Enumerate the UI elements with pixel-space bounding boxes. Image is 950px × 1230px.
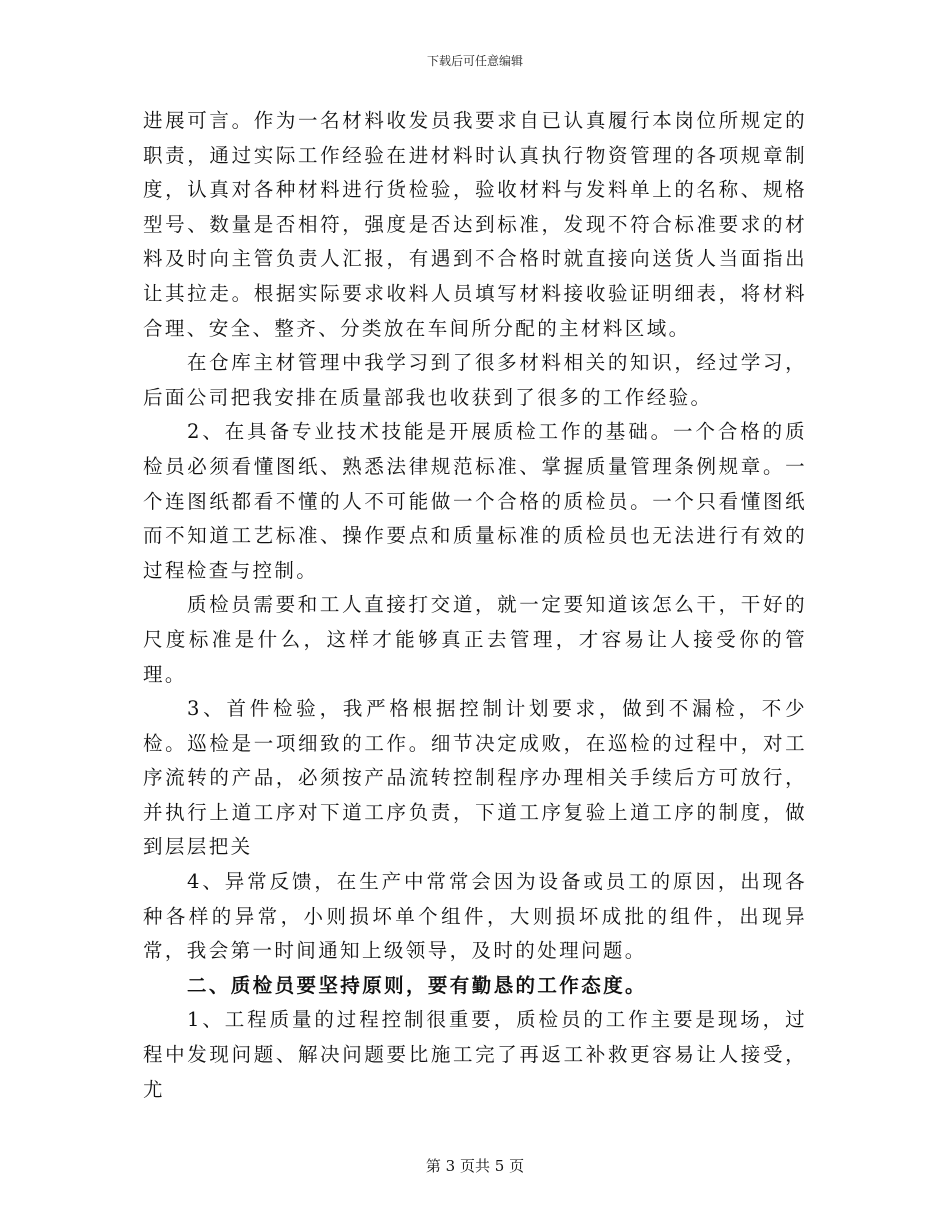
page-header: 下载后可任意编辑 (426, 54, 523, 68)
paragraph-technical-skills: 2、在具备专业技术技能是开展质检工作的基础。一个合格的质检员必须看懂图纸、熟悉法律规范标准、掌握质量管理条例规章。一个连图纸都看不懂的人不可能做一个合格的质检员。一个只看懂图纸而不知道工艺标准、操作要点和质量标准的质检员也无法进行有效的过程检查与控制。 (143, 420, 807, 582)
page-footer: 第 3 页共 5 页 (425, 1157, 525, 1175)
paragraph-warehouse-learning: 在仓库主材管理中我学习到了很多材料相关的知识，经过学习，后面公司把我安排在质量部我也收获到了很多的工作经验。 (143, 351, 807, 409)
paragraph-exception-feedback: 4、异常反馈，在生产中常常会因为设备或员工的原因，出现各种各样的异常，小则损坏单个组件，大则损坏成批的组件，出现异常，我会第一时间通知上级领导，及时的处理问题。 (143, 870, 807, 963)
document-body (143, 104, 807, 1107)
section-heading-principles: 二、质检员要坚持原则，要有勤恳的工作态度。 (187, 973, 647, 997)
paragraph-process-control: 1、工程质量的过程控制很重要，质检员的工作主要是现场，过程中发现问题、解决问题要比施工完了再返工补救更容易让人接受，尤 (143, 1008, 807, 1101)
paragraph-first-article-inspection: 3、首件检验，我严格根据控制计划要求，做到不漏检，不少检。巡检是一项细致的工作。细节决定成败，在巡检的过程中，对工序流转的产品，必须按产品流转控制程序办理相关手续后方可放行，并执行上道工序对下道工序负责，下道工序复验上道工序的制度，做到层层把关 (143, 697, 807, 859)
paragraph-material-duties: 进展可言。作为一名材料收发员我要求自已认真履行本岗位所规定的职责，通过实际工作经验在进材料时认真执行物资管理的各项规章制度，认真对各种材料进行货检验，验收材料与发料单上的名称、规格型号、数量是否相符，强度是否达到标准，发现不符合标准要求的材料及时向主管负责人汇报，有遇到不合格时就直接向送货人当面指出让其拉走。根据实际要求收料人员填写材料接收验证明细表，将材料合理、安全、整齐、分类放在车间所分配的主材料区域。 (143, 109, 807, 340)
paragraph-dealing-with-workers: 质检员需要和工人直接打交道，就一定要知道该怎么干，干好的尺度标准是什么，这样才能够真正去管理，才容易让人接受你的管理。 (143, 593, 807, 686)
